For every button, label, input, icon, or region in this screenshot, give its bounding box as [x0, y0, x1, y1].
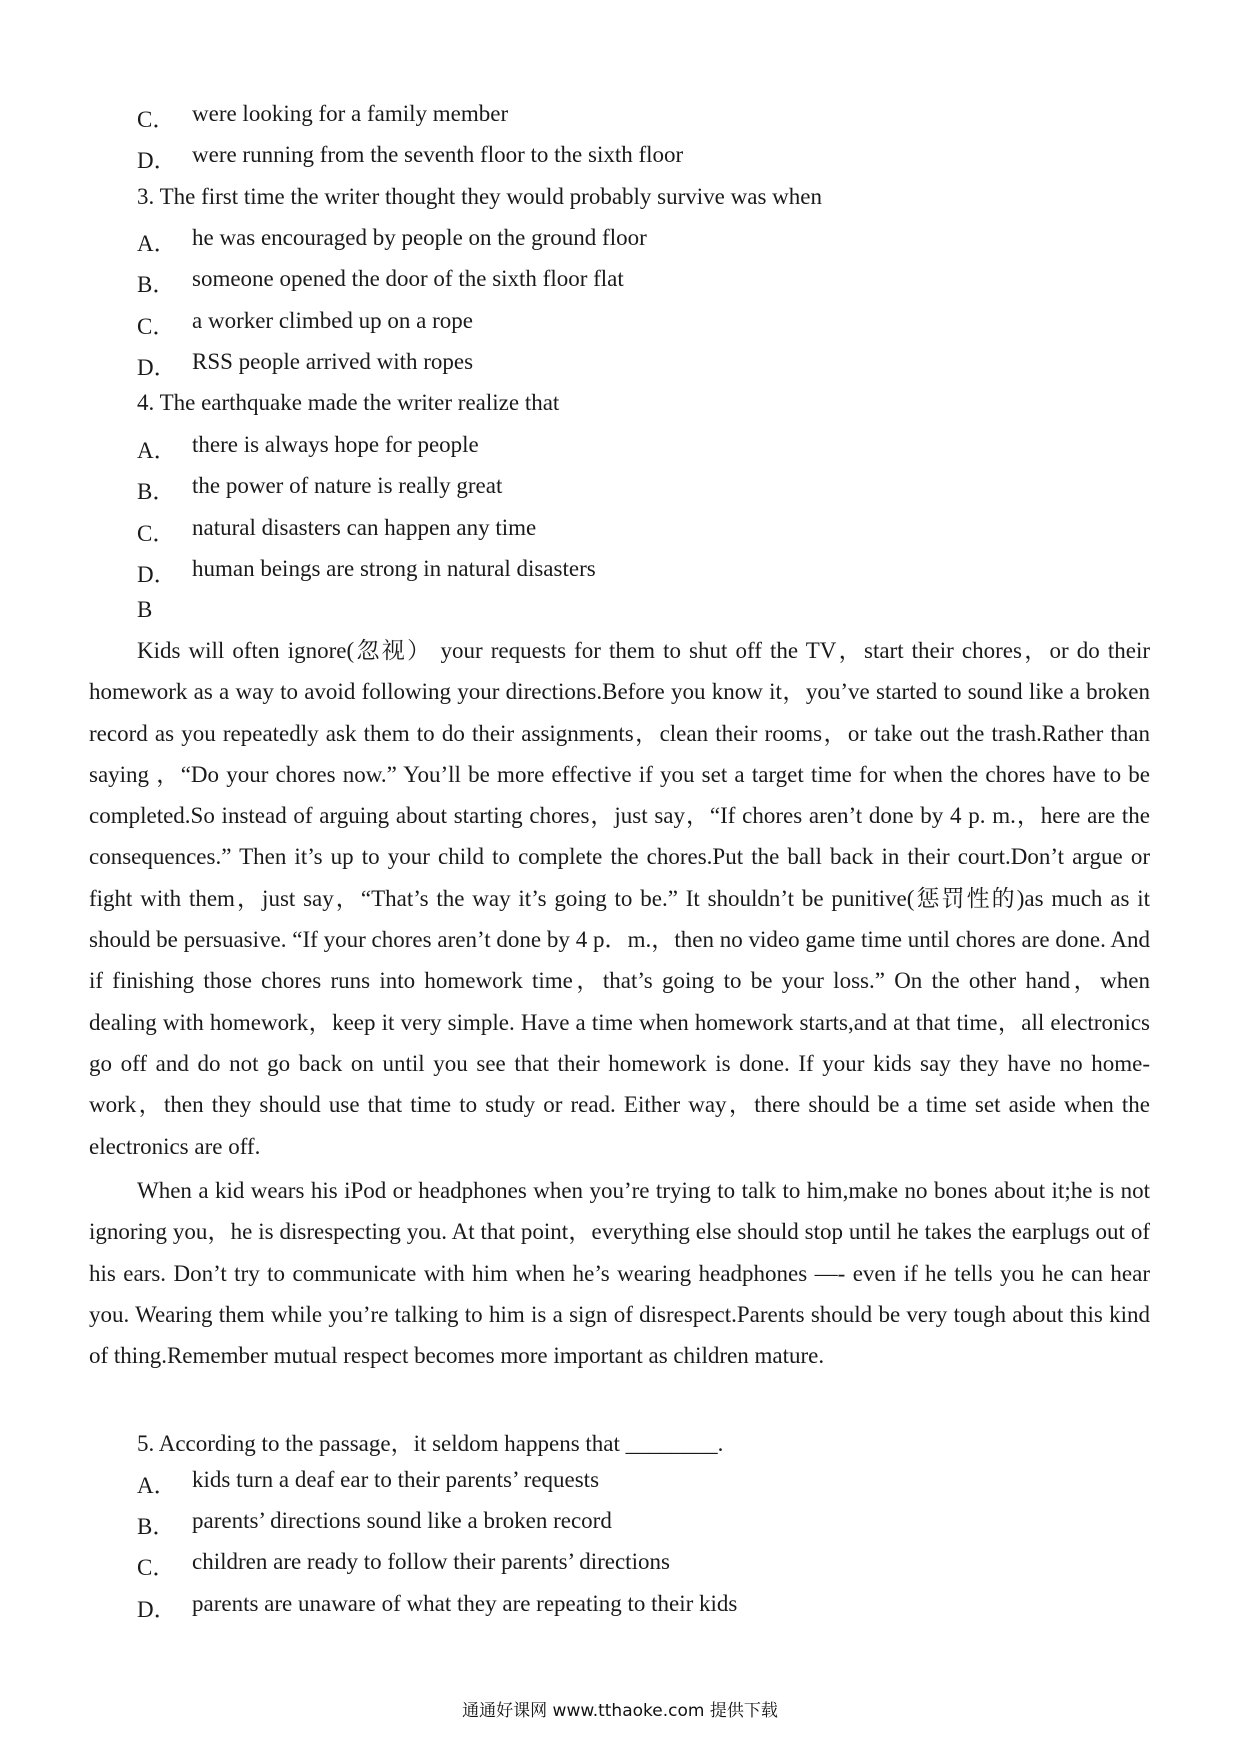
q5-option-a-letter: A． — [137, 1473, 177, 1498]
q5-option-c-letter: C． — [137, 1555, 176, 1580]
q3-stem: 3. The first time the writer thought they would probably survive was when — [137, 184, 822, 209]
q5-option-a-text: kids turn a deaf ear to their parents’ requests — [192, 1467, 600, 1492]
q5-option-d-text: parents are unaware of what they are repeating to their kids — [192, 1591, 738, 1616]
q2-option-c-letter: C． — [137, 107, 176, 132]
passage-paragraph-1-text: Kids will often ignore(忽视） your requests for them to shut off the TV，start their chores，or do their homework as a way to avoid following your directions.Before you know it，you’ve started to sound like a broken record as you repeatedly ask them to do their assignments，clean their rooms，or take out the trash.Rather than saying ，“Do your chores now.” You’ll be more effective if you set a target time for when the chores have to be completed.So instead of arguing about starting chores，just say，“If chores aren’t done by 4 p. m.，here are the consequences.” Then it’s up to your child to complete the chores.Put the ball back in their court.Don’t argue or fight with them，just say，“That’s the way it’s going to be.” It shouldn’t be punitive(惩罚性的)as much as it should be persuasive. “If your chores aren’t done by 4 p．m.，then no video game time until chores are done. And if finishing those chores runs into homework time，that’s going to be your loss.” On the other hand，when dealing with homework，keep it very simple. Have a time when homework starts,and at that time，all electronics go off and do not go back on until you see that their homework is done. If your kids say they have no home-work，then they should use that time to study or read. Either way，there should be a time set aside when the electronics are off. — [89, 638, 1150, 1159]
q3-option-a-letter: A． — [137, 231, 177, 256]
passage-paragraph-1 — [89, 630, 1150, 1167]
q3-option-c-letter: C． — [137, 314, 176, 339]
q2-option-c-text: were looking for a family member — [192, 101, 509, 126]
q3-option-d-letter: D． — [137, 355, 177, 380]
q3-option-a-text: he was encouraged by people on the ground floor — [192, 225, 647, 250]
q5-option-b-text: parents’ directions sound like a broken record — [192, 1508, 612, 1533]
q4-option-c-text: natural disasters can happen any time — [192, 515, 537, 540]
q4-option-b-letter: B． — [137, 479, 176, 504]
q4-option-d-letter: D． — [137, 562, 177, 587]
passage-paragraph-2-text: When a kid wears his iPod or headphones when you’re trying to talk to him,make no bones about it;he is not ignoring you，he is disrespecting you. At that point，everything else should stop until he takes the earplugs out of his ears. Don’t try to communicate with him when he’s wearing headphones —- even if he tells you he can hear you. Wearing them while you’re talking to him is a sign of disrespect.Parents should be very tough about this kind of thing.Remember mutual respect becomes more important as children mature. — [89, 1178, 1150, 1369]
q5-option-d-letter: D． — [137, 1597, 177, 1622]
q3-option-b-text: someone opened the door of the sixth floor flat — [192, 266, 624, 291]
q4-stem: 4. The earthquake made the writer realize that — [137, 390, 560, 415]
page-footer: 通通好课网 www.tthaoke.com 提供下载 — [462, 1701, 778, 1721]
q2-option-d-text: were running from the seventh floor to the sixth floor — [192, 142, 684, 167]
q3-option-b-letter: B． — [137, 272, 176, 297]
q5-option-c-text: children are ready to follow their parents’ directions — [192, 1549, 670, 1574]
q3-option-d-text: RSS people arrived with ropes — [192, 349, 474, 374]
passage-paragraph-2 — [89, 1170, 1150, 1376]
q4-option-c-letter: C． — [137, 521, 176, 546]
q5-option-b-letter: B． — [137, 1514, 176, 1539]
section-label: B — [137, 597, 153, 622]
q4-option-a-text: there is always hope for people — [192, 432, 479, 457]
q3-option-c-text: a worker climbed up on a rope — [192, 308, 474, 333]
q4-option-b-text: the power of nature is really great — [192, 473, 503, 498]
q5-stem: 5. According to the passage，it seldom happens that ________. — [137, 1431, 724, 1456]
q4-option-a-letter: A． — [137, 438, 177, 463]
q2-option-d-letter: D． — [137, 148, 177, 173]
q4-option-d-text: human beings are strong in natural disasters — [192, 556, 596, 581]
